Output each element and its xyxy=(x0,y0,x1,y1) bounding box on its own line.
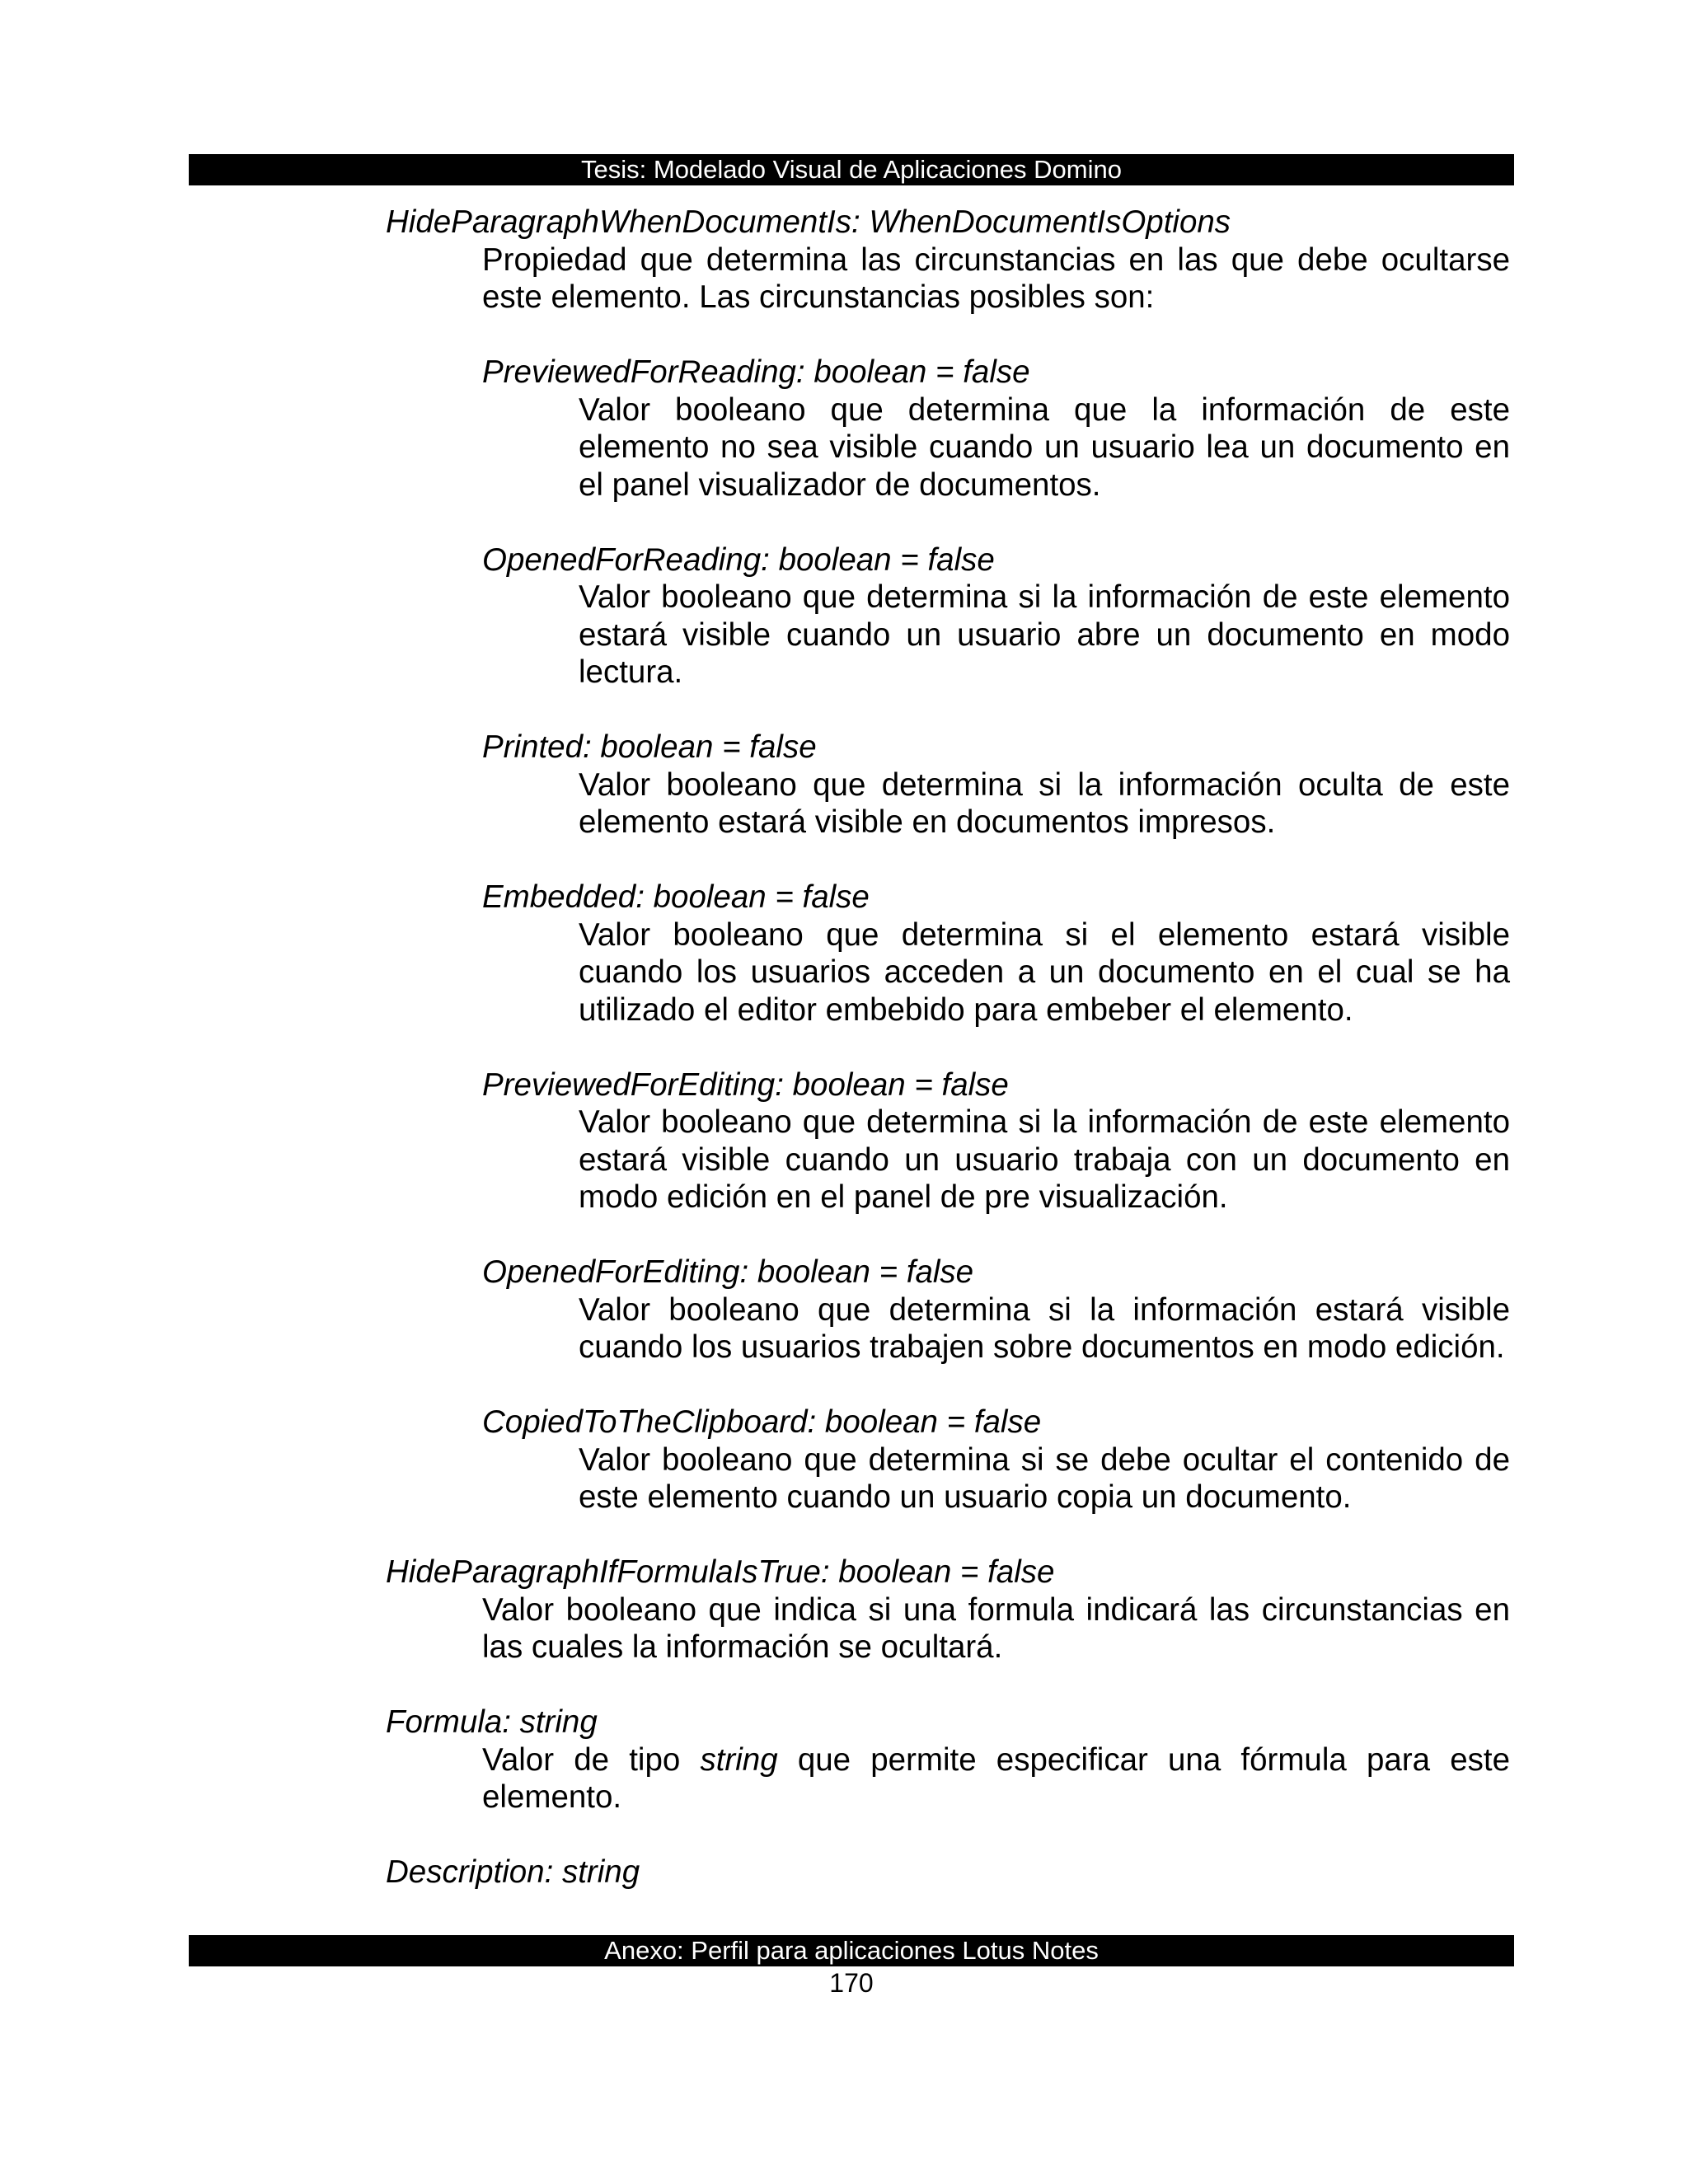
page-number: 170 xyxy=(829,1968,874,1998)
option-name-previewed-for-reading: PreviewedForReading: boolean = false xyxy=(482,354,1030,390)
option-name-previewed-for-editing: PreviewedForEditing: boolean = false xyxy=(482,1066,1009,1103)
formula-desc-after: que permite especificar una fórmula para este elemento. xyxy=(482,1741,1511,1815)
property-name-formula: Formula: string xyxy=(386,1704,598,1740)
option-desc-previewed-for-reading: Valor booleano que determina que la información de este elemento no sea visible cuando un usuario lea un documento en el panel visualizador de documentos. xyxy=(579,391,1510,503)
property-name-description: Description: string xyxy=(386,1854,640,1890)
option-desc-previewed-for-editing: Valor booleano que determina si la información de este elemento estará visible cuando un usuario trabaja con un documento en modo edición en el panel de pre visualización. xyxy=(579,1104,1510,1215)
option-name-printed: Printed: boolean = false xyxy=(482,729,817,765)
option-desc-embedded: Valor booleano que determina si el elemento estará visible cuando los usuarios acceden a un documento en el cual se ha utilizado el editor embebido para embeber el elemento. xyxy=(579,916,1510,1028)
option-name-copied-to-clipboard: CopiedToTheClipboard: boolean = false xyxy=(482,1404,1042,1440)
property-desc-hide-if-formula: Valor booleano que indica si una formula indicará las circunstancias en las cuales la información se ocultará. xyxy=(482,1591,1510,1665)
option-desc-copied-to-clipboard: Valor booleano que determina si se debe ocultar el contenido de este elemento cuando un usuario copia un documento. xyxy=(579,1441,1510,1515)
option-name-opened-for-editing: OpenedForEditing: boolean = false xyxy=(482,1254,974,1290)
option-name-opened-for-reading: OpenedForReading: boolean = false xyxy=(482,541,995,578)
option-desc-opened-for-editing: Valor booleano que determina si la información estará visible cuando los usuarios trabajen sobre documentos en modo edición. xyxy=(579,1291,1510,1365)
footer-title: Anexo: Perfil para aplicaciones Lotus Notes xyxy=(604,1936,1099,1965)
footer-bar xyxy=(189,1935,1514,1966)
page-content xyxy=(386,204,1510,1891)
option-desc-printed: Valor booleano que determina si la información oculta de este elemento estará visible en documentos impresos. xyxy=(579,766,1510,840)
options-list xyxy=(482,354,1510,1516)
property-name-hide-if-formula: HideParagraphIfFormulaIsTrue: boolean = false xyxy=(386,1554,1055,1590)
header-bar xyxy=(189,154,1514,185)
property-desc-formula xyxy=(482,1741,1510,1816)
option-desc-opened-for-reading: Valor booleano que determina si la información de este elemento estará visible cuando un usuario abre un documento en modo lectura. xyxy=(579,579,1510,690)
property-name-hide-when: HideParagraphWhenDocumentIs: WhenDocumentIsOptions xyxy=(386,204,1231,240)
formula-desc-before: Valor de tipo xyxy=(482,1741,701,1778)
header-title: Tesis: Modelado Visual de Aplicaciones Domino xyxy=(581,155,1122,184)
property-desc-hide-when: Propiedad que determina las circunstancias en las que debe ocultarse este elemento. Las circunstancias posibles son: xyxy=(482,241,1510,315)
option-name-embedded: Embedded: boolean = false xyxy=(482,879,870,915)
formula-desc-italic: string xyxy=(700,1741,778,1778)
